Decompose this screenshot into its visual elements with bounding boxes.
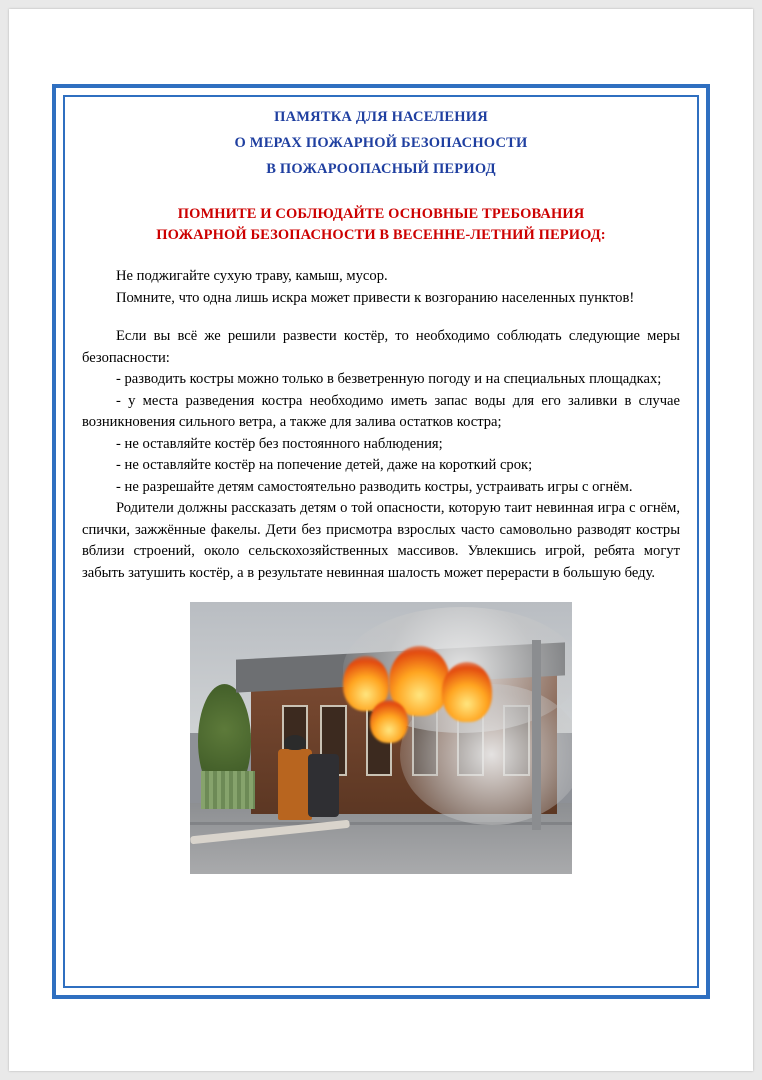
photo-container [82,602,680,874]
paragraph-2: Помните, что одна лишь искра может привести к возгоранию населенных пунктов! [116,289,635,306]
photo-flame [370,700,408,744]
title-line-1: ПАМЯТКА ДЛЯ НАСЕЛЕНИЯ [274,109,488,125]
photo-firefighter [308,754,339,817]
paragraph-3: Если вы всё же решили развести костёр, то необходимо соблюдать следующие меры безопасности: [82,328,680,366]
subtitle-line-1: ПОМНИТЕ И СОБЛЮДАЙТЕ ОСНОВНЫЕ ТРЕБОВАНИЯ [177,206,585,222]
body-text [82,266,680,584]
page-title [82,104,680,182]
photo-utility-pole [532,640,542,830]
bullet-1: - разводить костры можно только в безветренную погоду и на специальных площадках; [116,371,662,387]
bullet-3: - не оставляйте костёр без постоянного наблюдения; [116,435,443,452]
bullet-5: - не разрешайте детям самостоятельно разводить костры, устраивать игры с огнём. [116,478,633,495]
decorative-frame-outer [52,84,710,999]
bullet-4: - не оставляйте костёр на попечение детей, даже на короткий срок; [116,457,533,473]
paragraph-spacer [82,309,680,326]
photo-fence [201,771,254,809]
burning-wooden-house-photo [190,602,572,874]
page-subtitle [82,204,680,246]
title-line-2: О МЕРАХ ПОЖАРНОЙ БЕЗОПАСНОСТИ [234,135,528,151]
photo-firefighter [278,749,312,820]
photo-flame [442,662,492,722]
paragraph-1: Не поджигайте сухую траву, камыш, мусор. [116,268,388,284]
document-page [9,9,753,1071]
subtitle-line-2: ПОЖАРНОЙ БЕЗОПАСНОСТИ В ВЕСЕННЕ-ЛЕТНИЙ ПЕРИОД: [156,227,606,243]
bullet-2: - у места разведения костра необходимо иметь запас воды для его заливки в случае возникновения сильного ветра, а также для залива остатков костра; [82,392,680,430]
document-content [82,104,680,985]
paragraph-4: Родители должны рассказать детям о той опасности, которую таит невинная игра с огнём, спички, зажжённые факелы. Дети без присмотра взрослых часто самовольно разводят костры вблизи строений, около сельскохозяйственных массивов. Увлекшись игрой, ребята могут забыть затушить костёр, а в результате невинная шалость может перерасти в большую беду. [82,500,680,581]
title-line-3: В ПОЖАРООПАСНЫЙ ПЕРИОД [266,161,496,177]
